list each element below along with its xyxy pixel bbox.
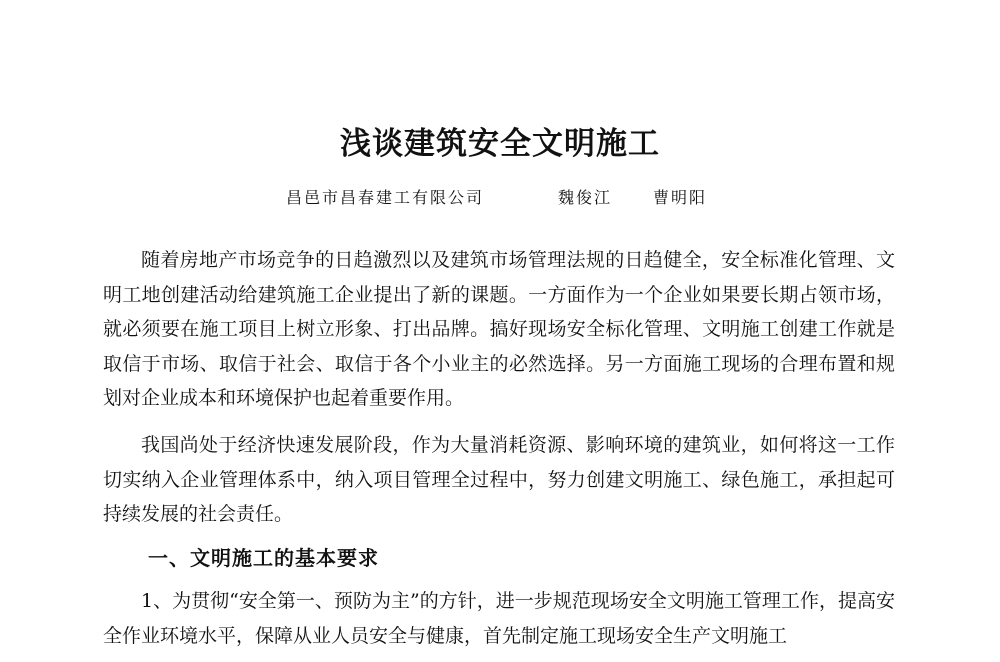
body-paragraph-1: 随着房地产市场竞争的日趋激烈以及建筑市场管理法规的日趋健全，安全标准化管理、文明工地创建活动给建筑施工企业提出了新的课题。一方面作为一个企业如果要长期占领市场，就必须要在施工项目上树立形象、打出品牌。搞好现场安全标化管理、文明施工创建工作就是取信于市场、取信于社会、取信于各个小业主的必然选择。另一方面施工现场的合理布置和规划对企业成本和环境保护也起着重要作用。 bbox=[103, 249, 895, 409]
byline-author-2: 曹明阳 bbox=[653, 188, 708, 207]
byline bbox=[0, 185, 1000, 211]
section-paragraph-1: 1、为贯彻“安全第一、预防为主”的方针，进一步规范现场安全文明施工管理工作，提高安全作业环境水平，保障从业人员安全与健康，首先制定施工现场安全生产文明施工 bbox=[103, 590, 895, 647]
document-title: 浅谈建筑安全文明施工 bbox=[340, 126, 660, 162]
section-heading: 一、文明施工的基本要求 bbox=[148, 546, 379, 570]
body-paragraph-2: 我国尚处于经济快速发展阶段，作为大量消耗资源、影响环境的建筑业，如何将这一工作切实纳入企业管理体系中，纳入项目管理全过程中，努力创建文明施工、绿色施工，承担起可持续发展的社会责任。 bbox=[103, 434, 895, 525]
byline-author-1: 魏俊江 bbox=[558, 188, 613, 207]
byline-company: 昌邑市昌春建工有限公司 bbox=[286, 188, 485, 207]
